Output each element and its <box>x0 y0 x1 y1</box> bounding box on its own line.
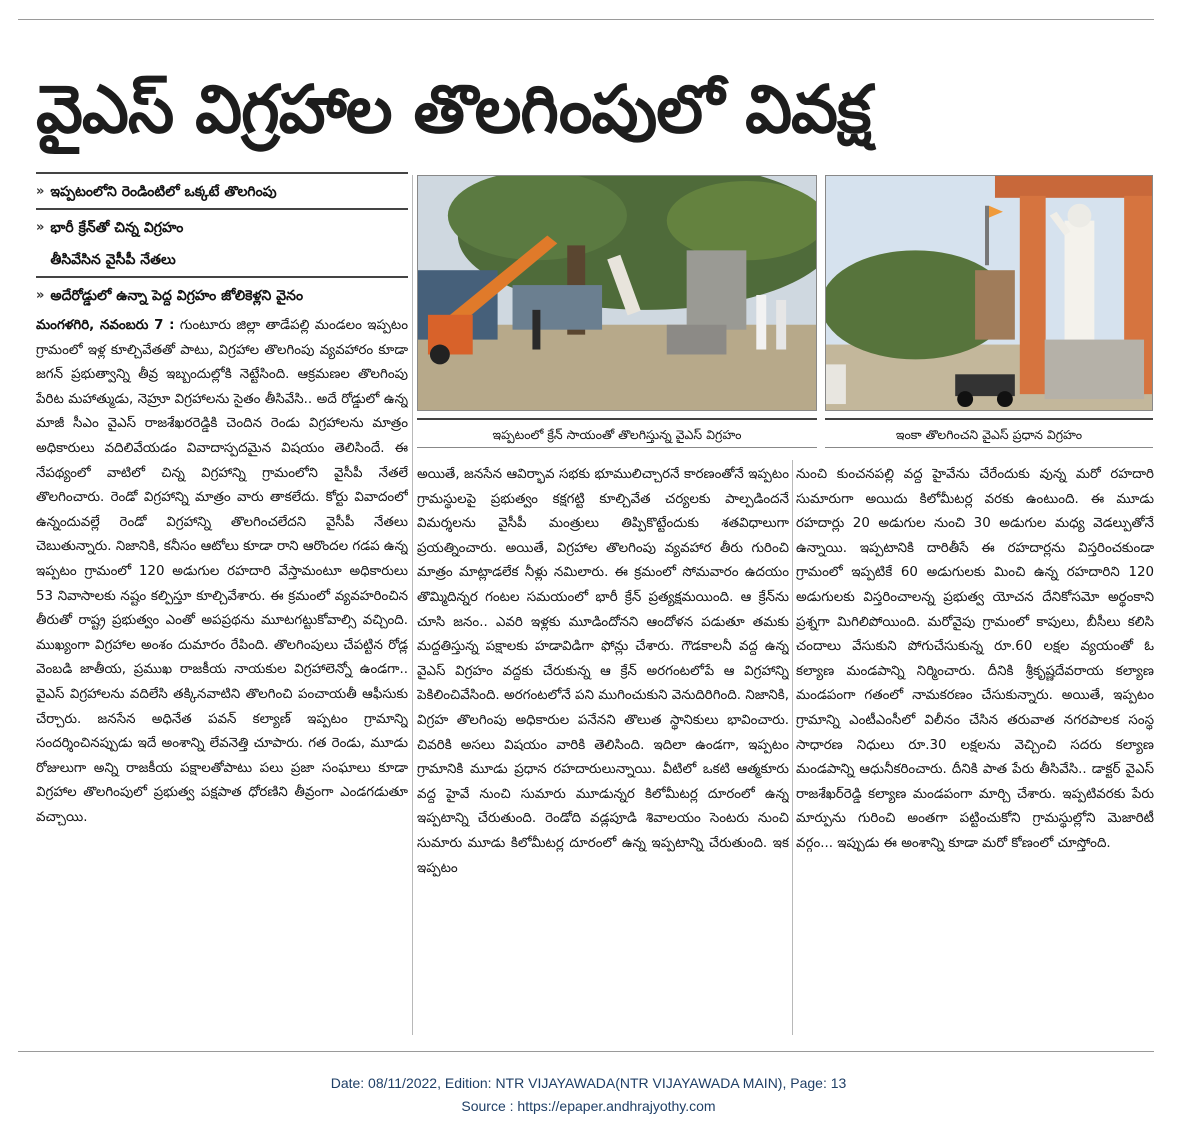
edition-info: Date: 08/11/2022, Edition: NTR VIJAYAWADA(NTR VIJAYAWADA MAIN), Page: 13 <box>330 1075 847 1091</box>
left-photo-caption: ఇప్పటంలో క్రేన్ సాయంతో తొలగిస్తున్న వైఎస్ విగ్రహం <box>417 418 817 448</box>
subhead-3 <box>36 276 408 312</box>
bottom-rule <box>18 1051 1154 1052</box>
right-photo-caption: ఇంకా తొలగించని వైఎస్ ప్రధాన విగ్రహం <box>825 418 1153 448</box>
article-column-3: నుంచి కుంచనపల్లి వద్ద హైవేను చేరేందుకు వున్న మరో రహదారి సుమారుగా అయిదు కిలోమీటర్ల వరకు ఉంటుంది. ఈ మూడు రహదార్లు 20 అడుగుల నుంచి 30 అడుగుల మధ్య వెడల్పుతోనే ఉన్నాయి. ఇప్పటానికి దారితీసే ఈ రహదార్లను విస్తరించకుండా గ్రామంలో ఇప్పటికే 60 అడుగులకు మించి ఉన్న రహదారిని 120 అడుగులకు విస్తరించాలన్న ప్రభుత్వ యోచన దేనికోసమో అర్థంకాని ప్రశ్నగా మిగిలిపోయింది. మరోవైపు గ్రామంలో కాపులు, బీసీలు కలిసి చందాలు వేసుకుని పోగుచేసుకున్న రూ.60 లక్షల వ్యయంతో ఓ కల్యాణ మండపాన్ని నిర్మించారు. దీనికి శ్రీకృష్ణదేవరాయ కల్యాణ మండపంగా గతంలో నామకరణం చేసుకున్నారు. అయితే, ఇప్పటం గ్రామాన్ని ఎంటీఎంసీలో విలీనం చేసిన తరువాత నగరపాలక సంస్థ సాధారణ నిధులు రూ.30 లక్షలను వెచ్చించి సదరు కల్యాణ మండపాన్ని ఆధునీకరించారు. దీనికి పాత పేరు తీసివేసి.. డాక్టర్ వైఎస్ రాజశేఖర్‌రెడ్డి కల్యాణ మండపంగా మార్చి చేశారు. ఇప్పటివరకు పేరు మార్పును గురించి అంతగా పట్టించుకోని గ్రామస్థుల్లోని మెజారిటీ వర్గం... ఇప్పుడు ఈ అంశాన్ని కూడా మరో కోణంలో చూస్తోంది. <box>796 467 1154 851</box>
subhead-3-text: అదేరోడ్డులో ఉన్నా పెద్ద విగ్రహం జోలికెళ్లని వైనం <box>50 288 304 304</box>
source-link[interactable]: Source : https://epaper.andhrajyothy.com <box>461 1098 716 1114</box>
double-chevron-icon: » <box>36 288 45 303</box>
subhead-2-text: భారీ క్రేన్‌తో చిన్న విగ్రహం తీసివేసిన వైసీపీ నేతలు <box>50 220 184 268</box>
column-separator <box>792 460 793 1035</box>
subheads-block <box>36 172 408 312</box>
double-chevron-icon: » <box>36 220 45 235</box>
dateline: మంగళగిరి, నవంబరు 7 : <box>36 318 175 333</box>
subhead-1 <box>36 172 408 208</box>
double-chevron-icon: » <box>36 184 45 199</box>
article-column-1 <box>36 314 408 1034</box>
crane-statue-photo <box>417 175 817 411</box>
standing-statue-photo <box>825 175 1153 411</box>
subhead-2 <box>36 208 408 276</box>
headline: వైఎస్ విగ్రహాల తొలగింపులో వివక్ష <box>36 71 871 148</box>
subhead-1-text: ఇప్పటంలోని రెండింటిలో ఒక్కటే తొలగింపు <box>50 184 277 200</box>
article-column-1-text: గుంటూరు జిల్లా తాడేపల్లి మండలం ఇప్పటం గ్రామంలో ఇళ్ల కూల్చివేతతో పాటు, విగ్రహాల తొలగింపు వ్యవహారం కూడా జగన్ ప్రభుత్వాన్ని తీవ్ర ఇబ్బందుల్లోకి నెట్టేసింది. ఆక్రమణల తొలగింపు పేరిట మహాత్ముడు, నెహ్రూ విగ్రహాలను సైతం తీసివేసి.. అదే రోడ్డులో ఉన్న మాజీ సీఎం వైఎస్ రాజశేఖరరెడ్డికి చెందిన రెండు విగ్రహాలను మాత్రం అధికారులు వదిలివేయడం వివాదాస్పదమైన విషయం తెలిసిందే. ఈ నేపథ్యంలో వాటిలో చిన్న విగ్రహాన్ని గ్రామంలోని వైసీపీ నేతలే తొలగించారు. రెండో విగ్రహాన్ని మాత్రం వారు తాకలేదు. కోర్టు వివాదంలో ఉన్నందువల్లే రెండో విగ్రహాన్ని తొలగించలేదని వైసీపీ నేతలు చెబుతున్నారు. నిజానికి, కనీసం ఆటోలు కూడా రాని ఆరొందల గడప ఉన్న ఇప్పటం గ్రామంలో 120 అడుగుల రహదారి వేస్తామంటూ అధికారులు 53 నివాసాలకు నష్టం కల్పిస్తూ కూల్చివేశారు. ఈ క్రమంలో వ్యవహరించిన తీరుతో రాష్ట్ర ప్రభుత్వం ఎంతో అపప్రథను మూటగట్టుకోవాల్సి వచ్చింది. ముఖ్యంగా విగ్రహాల అంశం దుమారం రేపింది. తొలగింపులు చేపట్టిన రోడ్ల వెంబడి జాతీయ, ప్రముఖ రాజకీయ నాయకుల విగ్రహాలెన్నో ఉండగా.. వైఎస్ విగ్రహాలను వదిలేసి తక్కినవాటిని తొలగించి పంచాయతీ ఆఫీసుకు చేర్చారు. జనసేన అధినేత పవన్ కల్యాణ్ ఇప్పటం గ్రామాన్ని సందర్శించినప్పుడు ఇదే అంశాన్ని లేవనెత్తి చూపారు. గత రెండు, మూడు రోజులుగా అన్ని రాజకీయ పక్షాలతోపాటు పలు ప్రజా సంఘాలు కూడా విగ్రహాల తొలగింపులో ప్రభుత్వ పక్షపాత ధోరణిని తీవ్రంగా ఎండగడుతూ వచ్చాయి. <box>36 318 408 825</box>
top-rule <box>18 19 1154 20</box>
column-separator <box>412 175 413 1035</box>
article-column-2: అయితే, జనసేన ఆవిర్భావ సభకు భూములిచ్చారనే కారణంతోనే ఇప్పటం గ్రామస్థులపై ప్రభుత్వం కక్షగట్టి కూల్చివేత చర్యలకు పాల్పడిందనే విమర్శలను వైసీపీ మంత్రులు తిప్పికొట్టేందుకు శతవిధాలుగా ప్రయత్నించారు. అయితే, విగ్రహాల తొలగింపు వ్యవహార తీరు గురించి మాత్రం మాట్లాడలేక నీళ్లు నమిలారు. ఈ క్రమంలో సోమవారం ఉదయం తొమ్మిదిన్నర గంటల సమయంలో భారీ క్రేన్ ప్రత్యక్షమయింది. ఆ క్రేన్‌ను చూసి జనం.. ఎవరి ఇళ్లకు మూడిందోనని ఆందోళన పడుతూ తమకు మద్దతిస్తున్న పక్షాలకు హడావిడిగా ఫోన్లు చేశారు. గౌడకాలనీ వద్ద ఉన్న వైఎస్ విగ్రహం వద్దకు చేరుకున్న ఆ క్రేన్ అరగంటలోపే ఆ విగ్రహాన్ని పెకిలించివేసింది. అరగంటలోనే పని ముగించుకుని వెనుదిరిగింది. నిజానికి, విగ్రహ తొలగింపు అధికారుల పనేనని తొలుత స్థానికులు భావించారు. చివరికి అసలు విషయం వారికి తెలిసింది. ఇదిలా ఉండగా, ఇప్పటం గ్రామానికి మూడు ప్రధాన రహదారులున్నాయి. వీటిలో ఒకటి ఆత్మకూరు వద్ద హైవే నుంచి సుమారు మూడున్నర కిలోమీటర్ల దూరంలో ఉన్న ఇప్పటాన్ని చేరుతుంది. రెండోది వడ్లపూడి శివాలయం సెంటరు నుంచి సుమారు మూడు కిలోమీటర్ల దూరంలో ఉన్న ఇప్పటాన్ని చేరుతుంది. ఇక ఇప్పటం <box>417 467 789 876</box>
